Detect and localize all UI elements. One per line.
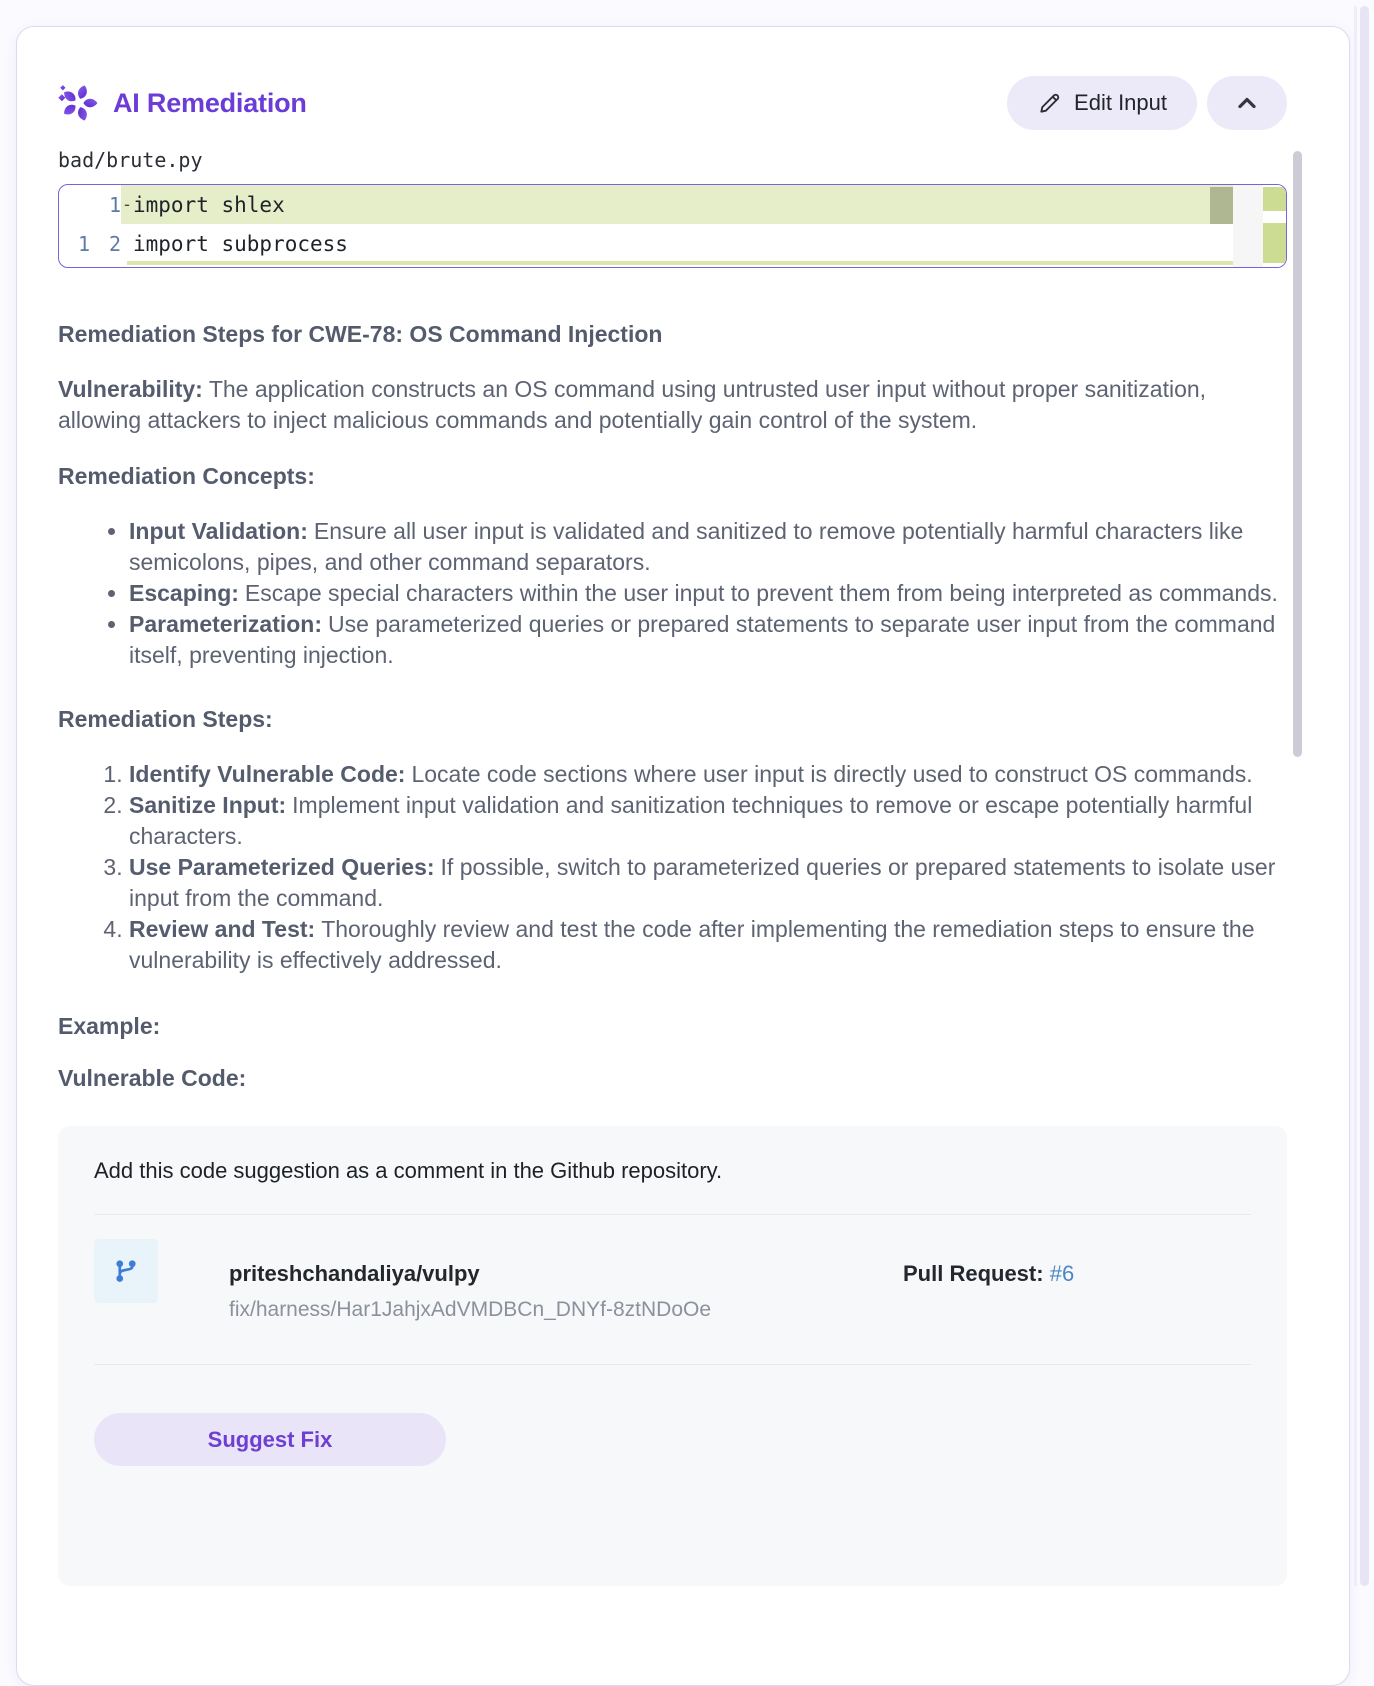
pull-request-link[interactable]: #6 [1049,1261,1075,1286]
pull-request-label: Pull Request: [903,1261,1044,1286]
ai-remediation-card [16,26,1350,1686]
git-branch-icon [111,1256,141,1286]
suggest-fix-button[interactable]: Suggest Fix [94,1413,446,1466]
diff-line-added [59,185,1286,224]
remediation-title: Remediation Steps for CWE-78: OS Command Injection [58,321,663,347]
content-scrollbar-thumb[interactable] [1293,151,1302,757]
collapse-button[interactable] [1207,76,1287,130]
diff-line-context [59,224,1286,263]
list-item: 1. Identify Vulnerable Code: Locate code sections where user input is directly used to construct OS commands. [129,759,1287,790]
list-item: 3. Use Parameterized Queries: If possible, switch to parameterized queries or prepared statements to isolate user input from the command. [129,852,1287,914]
repo-name: priteshchandaliya/vulpy [229,1261,480,1286]
old-line-number: 1 [77,231,90,256]
diff-marker: - [121,194,133,215]
minimap-block [1263,187,1286,211]
new-line-number: 1 [108,192,121,217]
steps-heading: Remediation Steps: [58,706,273,732]
code-text: import shlex [133,192,285,217]
concepts-list [58,516,1287,671]
new-line-number: 2 [108,231,121,256]
minimap-block [1263,223,1286,263]
pull-request-block [903,1239,1251,1287]
repo-icon-tile [94,1239,158,1303]
repo-row [94,1239,1251,1322]
github-suggestion-panel [58,1126,1287,1586]
card-header [58,76,1287,130]
code-diff-viewer[interactable] [58,184,1287,268]
file-path: bad/brute.py [58,148,203,172]
vulnerable-code-heading: Vulnerable Code: [58,1065,247,1091]
code-scrollbar-track [1233,185,1263,267]
steps-list [58,759,1287,976]
divider [94,1364,1251,1365]
page-edge-strip [1354,6,1357,1586]
next-diff-line-peek [127,261,1233,265]
diff-minimap [1263,185,1286,267]
chevron-up-icon [1233,89,1261,117]
concepts-heading: Remediation Concepts: [58,463,315,489]
remediation-content [58,320,1287,1092]
ai-logo-icon [58,82,100,124]
edit-input-label: Edit Input [1074,90,1167,115]
pencil-icon [1037,90,1063,116]
repo-texts [229,1239,903,1322]
list-item: • Input Validation: Ensure all user input is validated and sanitized to remove potentially harmful characters like semicolons, pipes, and other command separators. [129,516,1287,578]
divider [94,1214,1251,1215]
page-scrollbar[interactable] [1360,6,1369,1586]
list-item: • Escaping: Escape special characters within the user input to prevent them from being interpreted as commands. [129,578,1287,609]
list-item: 4. Review and Test: Thoroughly review and test the code after implementing the remediation steps to ensure the vulnerability is effectively addressed. [129,914,1287,976]
suggestion-instruction: Add this code suggestion as a comment in the Github repository. [94,1158,723,1183]
edit-input-button[interactable] [1007,76,1197,130]
repo-branch: fix/harness/Har1JahjxAdVMDBCn_DNYf-8ztNDoOe [229,1298,712,1321]
code-text: import subprocess [133,231,348,256]
list-item: • Parameterization: Use parameterized queries or prepared statements to separate user input from the command itself, preventing injection. [129,609,1287,671]
code-scrollbar-thumb[interactable] [1210,187,1233,224]
page-title: AI Remediation [113,87,307,118]
vulnerability-paragraph: Vulnerability: The application constructs an OS command using untrusted user input without proper sanitization, allowing attackers to inject malicious commands and potentially gain control of the system. [58,376,1207,433]
example-heading: Example: [58,1013,161,1039]
vulnerability-label: Vulnerability: [58,376,203,402]
list-item: 2. Sanitize Input: Implement input validation and sanitization techniques to remove or escape potentially harmful characters. [129,790,1287,852]
